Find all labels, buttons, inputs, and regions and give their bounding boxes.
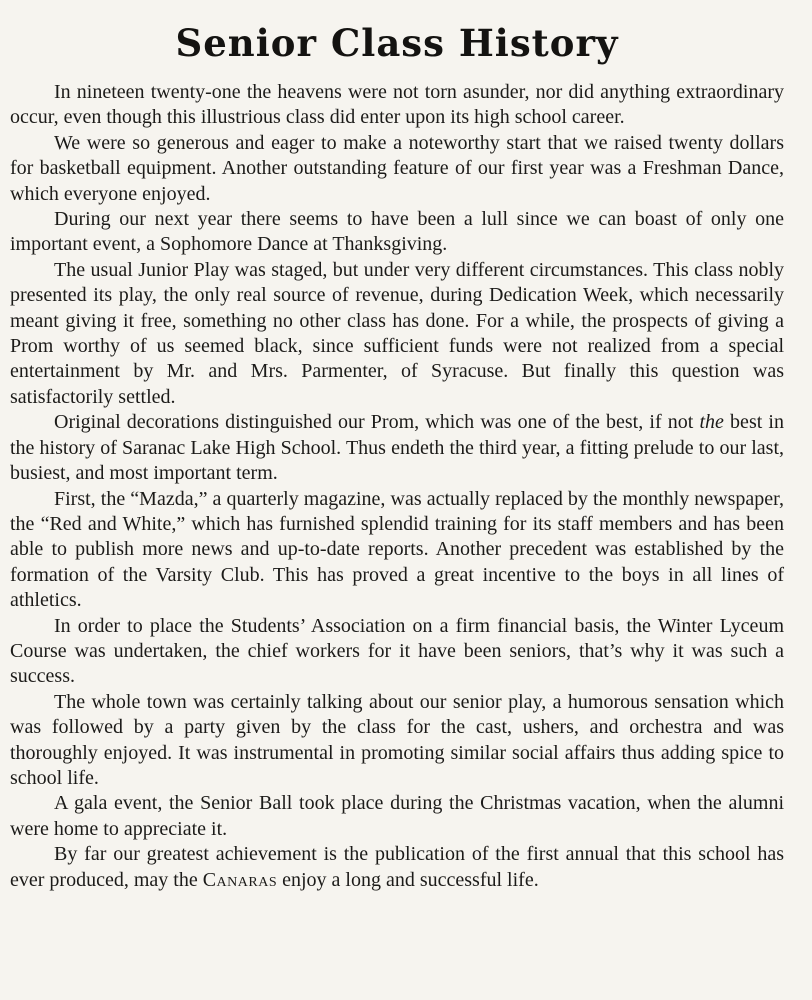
paragraph-10-text-before: By far our greatest achievement is the publication of the first annual that this school has ever produced, may the	[10, 843, 784, 891]
paragraph-5-text-before: Original decorations distinguished our Prom, which was one of the best, if not	[54, 411, 700, 434]
paragraph-10-text-after: enjoy a long and successful life.	[277, 868, 539, 891]
paragraph-6: First, the “Mazda,” a quarterly magazine, was actually replaced by the monthly newspaper, the “Red and White,” which has furnished splendid training for its staff members and has been able to publish more news and up-to-date reports. Another precedent was established by the formation of the Varsity Club. This has proved a great incentive to the boys in all lines of athletics.	[10, 487, 784, 612]
paragraph-8: The whole town was certainly talking about our senior play, a humorous sensation which was followed by a party given by the class for the cast, ushers, and orchestra and was thoroughly enjoyed. It was instrumental in promoting similar social affairs thus adding spice to school life.	[10, 690, 784, 789]
paragraph-4: The usual Junior Play was staged, but under very different circumstances. This class nobly presented its play, the only real source of revenue, during Dedication Week, which necessarily meant giving it free, something no other class has done. For a while, the prospects of giving a Prom worthy of us seemed black, since sufficient funds were not realized from a special entertainment by Mr. and Mrs. Parmenter, of Syracuse. But finally this question was satisfactorily settled.	[10, 258, 784, 408]
paragraph-7: In order to place the Students’ Association on a firm financial basis, the Winter Lyceum Course was undertaken, the chief workers for it have been seniors, that’s why it was such a success.	[10, 614, 784, 688]
paragraph-2: We were so generous and eager to make a noteworthy start that we raised twenty dollars for basketball equipment. Another outstanding feature of our first year was a Freshman Dance, which everyone enjoyed.	[10, 131, 784, 205]
paragraph-5	[10, 410, 784, 486]
document-body	[10, 80, 784, 893]
paragraph-9: A gala event, the Senior Ball took place during the Christmas vacation, when the alumni were home to appreciate it.	[10, 792, 784, 840]
paragraph-5-emphasis: the	[699, 411, 724, 434]
annual-name: Canaras	[202, 868, 278, 891]
paragraph-5-text-after: best in the history of Saranac Lake High School. Thus endeth the third year, a fitting prelude to our last, busiest, and most important term.	[10, 411, 784, 485]
paragraph-1: In nineteen twenty-one the heavens were not torn asunder, nor did anything extraordinary occur, even though this illustrious class did enter upon its high school career.	[10, 81, 784, 129]
page-title: Senior Class History	[175, 21, 619, 65]
paragraph-3: During our next year there seems to have been a lull since we can boast of only one important event, a Sophomore Dance at Thanksgiving.	[10, 208, 784, 256]
paragraph-10	[10, 842, 784, 893]
